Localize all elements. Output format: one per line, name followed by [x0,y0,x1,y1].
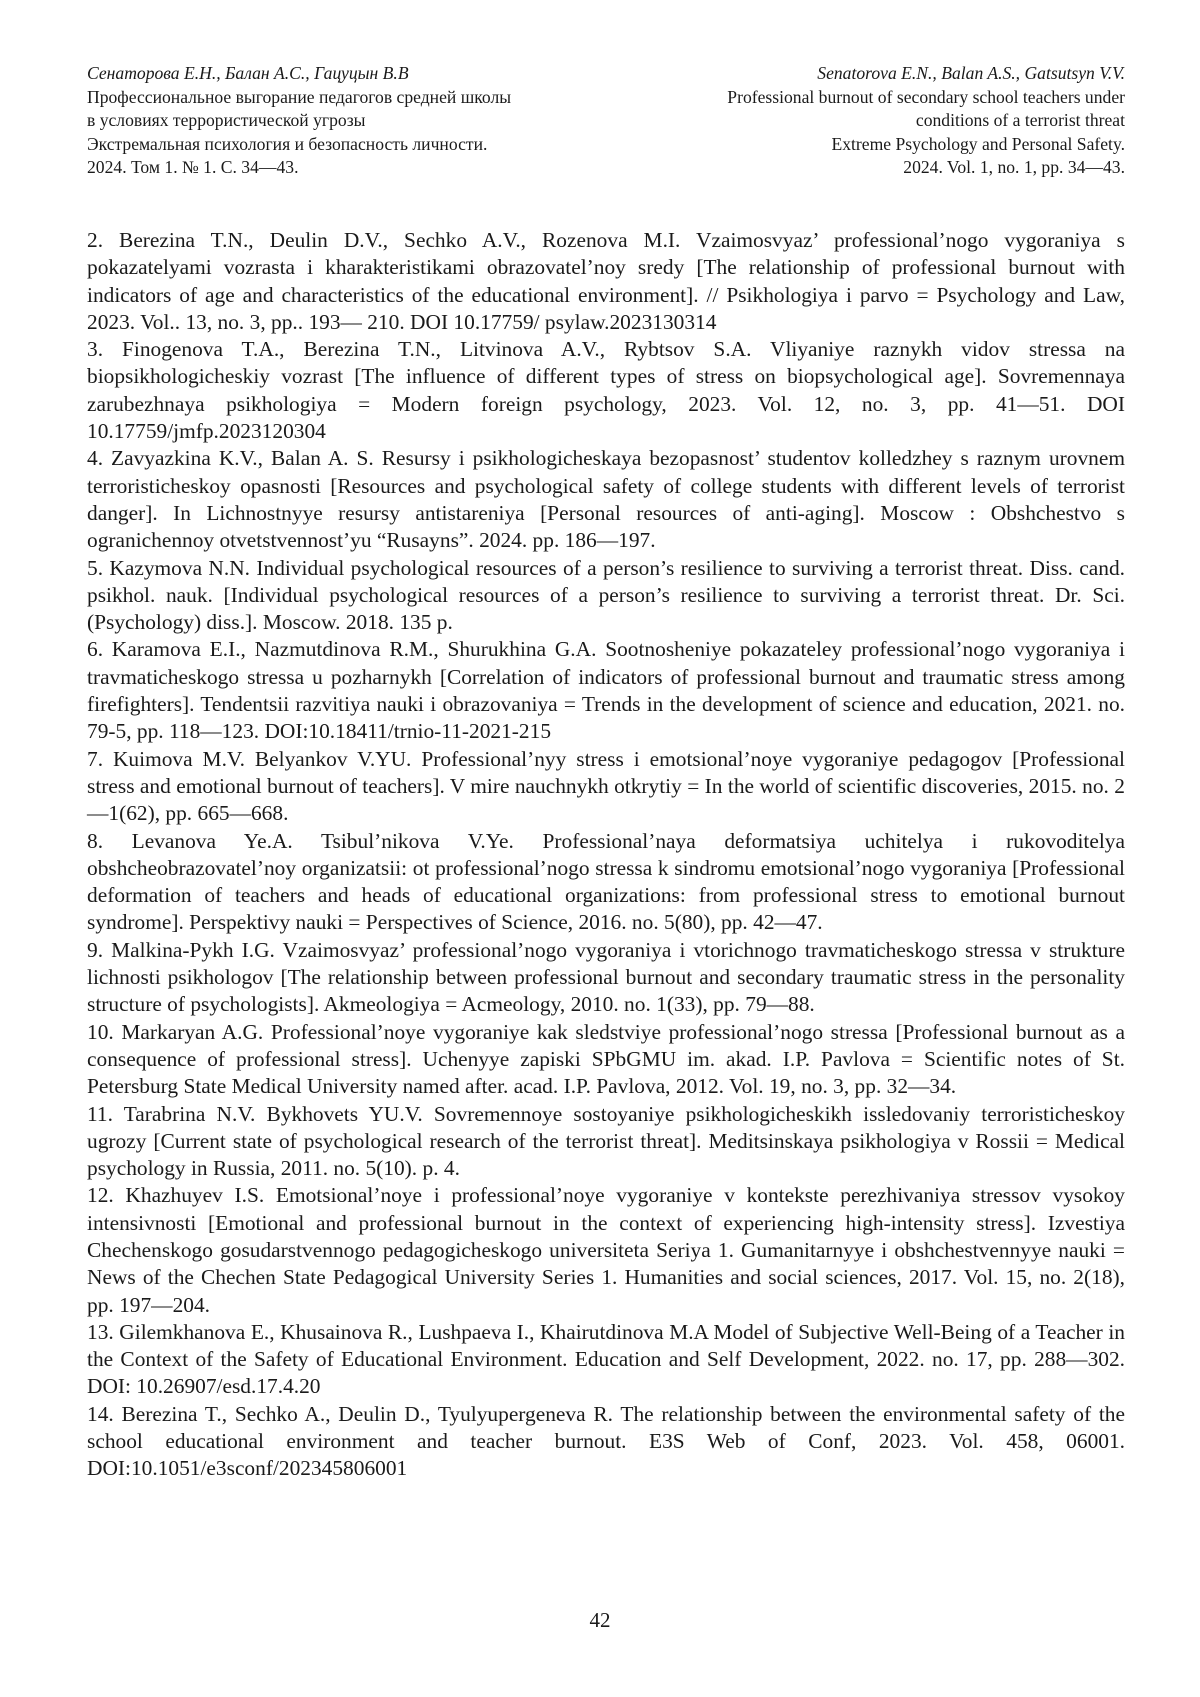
header-title-en-line-2: conditions of a terrorist threat [915,110,1125,130]
header-title-ru-line-2: в условиях террористической угрозы [87,110,366,130]
running-header [87,62,1125,184]
reference-list [87,227,1125,1483]
reference-item: 14. Berezina T., Sechko A., Deulin D., Tyulyupergeneva R. The relationship between the environmental safety of the school educational environment and teacher burnout. E3S Web of Conf, 2023. Vol. 458, 06001. DOI:10.1051/e3sconf/202345806001 [87,1401,1125,1481]
reference-item: 8. Levanova Ye.A. Tsibul’nikova V.Ye. Professional’naya deformatsiya uchitelya i rukovoditelya obshcheobrazovatel’noy organizatsii: ot professional’nogo stressa k sindromu emotsional’nogo vygoraniya [Professional deformation of teachers and heads of educational organizations: from professional stress to emotional burnout syndrome]. Perspektivy nauki = Perspectives of Science, 2016. no. 5(80), pp. 42—47. [87,828,1125,935]
header-title-ru-line-1: Профессиональное выгорание педагогов средней школы [87,86,512,107]
header-title-en-line-1: Professional burnout of secondary school teachers under [727,86,1125,107]
header-russian [87,62,511,180]
reference-item: 4. Zavyazkina K.V., Balan A. S. Resursy i psikhologicheskaya bezopasnost’ studentov kolledzhey s raznym urovnem terroristicheskoy opasnosti [Resources and psychological safety of college students with different levels of terrorist danger]. In Lichnostnyye resursy antistareniya [Personal resources of anti-aging]. Moscow : Obshchestvo s ogranichennoy otvetstvennost’yu “Rusayns”. 2024. pp. 186—197. [87,446,1125,553]
header-authors-ru: Сенаторова Е.Н., Балан А.С., Гацуцын В.В [87,63,409,83]
reference-item: 5. Kazymova N.N. Individual psychological resources of a person’s resilience to surviving a terrorist threat. Diss. cand. psikhol. nauk. [Individual psychological resources of a person’s resilience to surviving a terrorist threat. Dr. Sci. (Psychology) diss.]. Moscow. 2018. 135 p. [87,555,1125,635]
header-issue-en: 2024. Vol. 1, no. 1, pp. 34—43. [903,157,1125,177]
page-number: 42 [589,1608,611,1632]
reference-item: 13. Gilemkhanova E., Khusainova R., Lushpaeva I., Khairutdinova M.A Model of Subjective Well-Being of a Teacher in the Context of the Safety of Educational Environment. Education and Self Development, 2022. no. 17, pp. 288—302. DOI: 10.26907/esd.17.4.20 [87,1319,1125,1399]
reference-item: 3. Finogenova T.A., Berezina T.N., Litvinova A.V., Rybtsov S.A. Vliyaniye raznykh vidov stressa na biopsikhologicheskiy vozrast [The influence of different types of stress on biopsychological age]. Sovremennaya zarubezhnaya psikhologiya = Modern foreign psychology, 2023. Vol. 12, no. 3, pp. 41—51. DOI 10.17759/jmfp.2023120304 [87,337,1125,444]
reference-item: 12. Khazhuyev I.S. Emotsional’noye i professional’noye vygoraniye v kontekste perezhivaniya stressov vysokoy intensivnosti [Emotional and professional burnout in the context of experiencing high-intensity stress]. Izvestiya Chechenskogo gosudarstvennogo pedagogicheskogo universiteta Seriya 1. Gumanitarnyye i obshchestvennyye nauki = News of the Chechen State Pedagogical University Series 1. Humanities and social sciences, 2017. Vol. 15, no. 2(18), pp. 197—204. [87,1183,1125,1317]
reference-item: 11. Tarabrina N.V. Bykhovets YU.V. Sovremennoye sostoyaniye psikhologicheskikh issledovaniy terroristicheskoy ugrozy [Current state of psychological research of the terrorist threat]. Meditsinskaya psikhologiya v Rossii = Medical psychology in Russia, 2011. no. 5(10). p. 4. [87,1101,1125,1181]
reference-item: 7. Kuimova M.V. Belyankov V.YU. Professional’nyy stress i emotsional’noye vygoraniye pedagogov [Professional stress and emotional burnout of teachers]. V mire nauchnykh otkrytiy = In the world of scientific discoveries, 2015. no. 2—1(62), pp. 665—668. [87,746,1125,826]
reference-item: 6. Karamova E.I., Nazmutdinova R.M., Shurukhina G.A. Sootnosheniye pokazateley professional’nogo vygoraniya i travmaticheskogo stressa u pozharnykh [Correlation of indicators of professional burnout and traumatic stress among firefighters]. Tendentsii razvitiya nauki i obrazovaniya = Trends in the development of science and education, 2021. no. 79-5, pp. 118—123. DOI:10.18411/trnio-11-2021-215 [87,637,1125,744]
reference-item: 2. Berezina T.N., Deulin D.V., Sechko A.V., Rozenova M.I. Vzaimosvyaz’ professional’nogo vygoraniya s pokazatelyami vozrasta i kharakteristikami obrazovatel’noy sredy [The relationship of professional burnout with indicators of age and characteristics of the educational environment]. // Psikhologiya i parvo = Psychology and Law, 2023. Vol.. 13, no. 3, pp.. 193— 210. DOI 10.17759/ psylaw.2023130314 [87,228,1125,334]
header-journal-en: Extreme Psychology and Personal Safety. [831,133,1125,154]
reference-item: 9. Malkina-Pykh I.G. Vzaimosvyaz’ professional’nogo vygoraniya i vtorichnogo travmaticheskogo stressa v strukture lichnosti psikhologov [The relationship between professional burnout and secondary traumatic stress in the personality structure of psychologists]. Akmeologiya = Acmeology, 2010. no. 1(33), pp. 79—88. [87,937,1125,1017]
header-issue-ru: 2024. Том 1. № 1. С. 34—43. [87,157,299,177]
header-authors-en: Senatorova E.N., Balan A.S., Gatsutsyn V.V. [817,63,1125,83]
header-journal-ru: Экстремальная психология и безопасность личности. [87,133,488,154]
reference-item: 10. Markaryan A.G. Professional’noye vygoraniye kak sledstviye professional’nogo stressa [Professional burnout as a consequence of professional stress]. Uchenyye zapiski SPbGMU im. akad. I.P. Pavlova = Scientific notes of St. Petersburg State Medical University named after. acad. I.P. Pavlova, 2012. Vol. 19, no. 3, pp. 32—34. [87,1019,1125,1099]
header-english [727,62,1125,180]
